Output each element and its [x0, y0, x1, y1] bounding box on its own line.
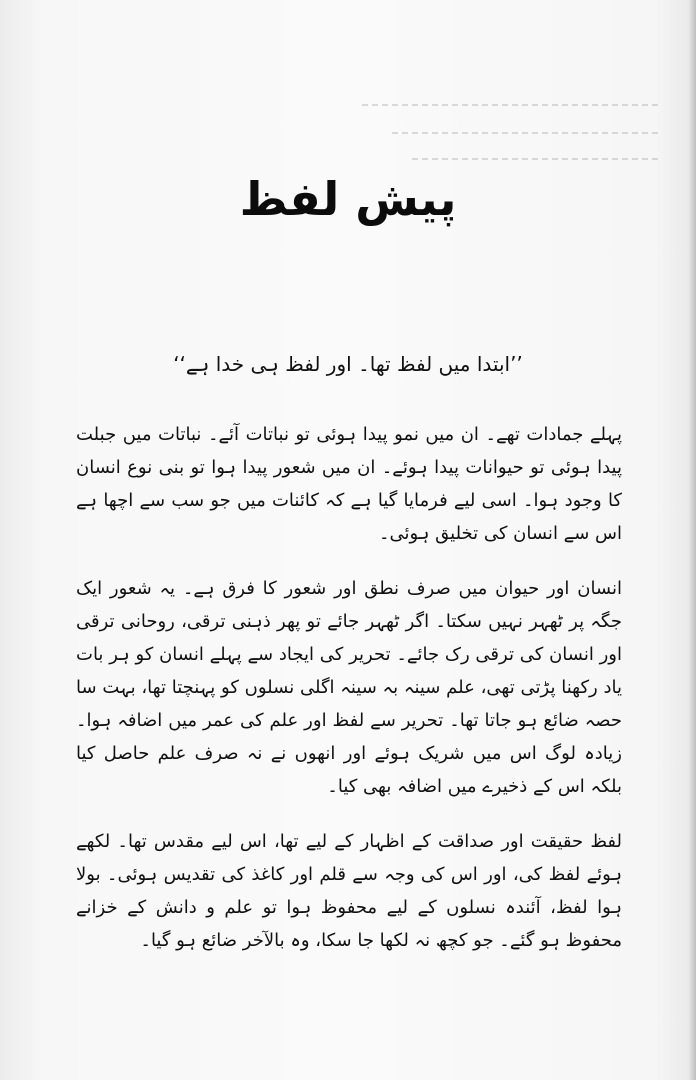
page-edge-shadow [688, 0, 696, 1080]
page-heading: پیش لفظ [239, 172, 457, 226]
paragraph-1: پہلے جمادات تھے۔ ان میں نمو پیدا ہوئی تو نباتات آئے۔ نباتات میں جبلت پیدا ہوئی تو حیوانات پیدا ہوئے۔ ان میں شعور پیدا ہوا تو بنی نوع انسان کا وجود ہوا۔ اسی لیے فرمایا گیا ہے کہ کائنات میں جو سب سے اچھا ہے اس سے انسان کی تخلیق ہوئی۔ [76, 424, 622, 544]
paragraph-3: لفظ حقیقت اور صداقت کے اظہار کے لیے تھا، اس لیے مقدس تھا۔ لکھے ہوئے لفظ کی، اور اس کی وجہ سے قلم اور کاغذ کی تقدیس ہوئی۔ بولا ہوا لفظ، آئندہ نسلوں کے لیے محفوظ ہوا تو علم و دانش کے خزانے محفوظ ہو گئے۔ جو کچھ نہ لکھا جا سکا، وہ بالآخر ضائع ہو گیا۔ [76, 831, 622, 951]
bleed-through-line [362, 104, 662, 106]
bleed-through-line [392, 132, 662, 134]
bleed-through-line [412, 158, 662, 160]
epigraph-quote: ’’ابتدا میں لفظ تھا۔ اور لفظ ہی خدا ہے‘‘ [173, 352, 523, 376]
paragraph-2: انسان اور حیوان میں صرف نطق اور شعور کا فرق ہے۔ یہ شعور ایک جگہ پر ٹھہر نہیں سکتا۔ اگر ٹھہر جائے تو پھر ذہنی ترقی، روحانی ترقی اور انسان کی ترقی رک جائے۔ تحریر کی ایجاد سے پہلے انسان کو ہر بات یاد رکھنا پڑتی تھی، علم سینہ بہ سینہ اگلی نسلوں کو پہنچتا تھا، بہت سا حصہ ضائع ہو جاتا تھا۔ تحریر سے لفظ اور علم کی عمر میں اضافہ ہوا۔ زیادہ لوگ اس میں شریک ہوئے اور انھوں نے نہ صرف علم حاصل کیا بلکہ اس کے ذخیرے میں اضافہ بھی کیا۔ [76, 578, 622, 797]
body-text [76, 418, 622, 979]
